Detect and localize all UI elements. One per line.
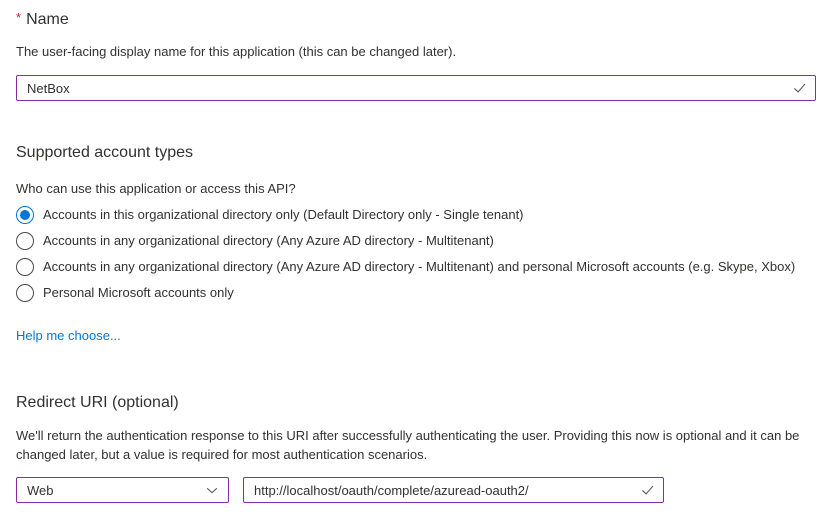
redirect-uri-input[interactable] bbox=[243, 477, 664, 503]
account-type-radio-group bbox=[16, 202, 816, 306]
name-input-wrap bbox=[16, 75, 816, 101]
radio-option-label: Accounts in any organizational directory (Any Azure AD directory - Multitenant) bbox=[43, 233, 494, 248]
chevron-down-icon bbox=[204, 483, 219, 498]
redirect-uri-description: We'll return the authentication response to this URI after successfully authenticating the user. Providing this now is optional and it can be changed later, but a value is required for most authentication scenarios. bbox=[16, 428, 800, 462]
required-asterisk: * bbox=[16, 10, 22, 25]
help-me-choose-link[interactable]: Help me choose... bbox=[16, 328, 121, 343]
platform-select-value: Web bbox=[27, 482, 54, 498]
radio-option-2[interactable] bbox=[16, 254, 816, 280]
radio-button-icon[interactable] bbox=[16, 284, 34, 302]
platform-select[interactable] bbox=[16, 477, 229, 503]
redirect-uri-row bbox=[16, 477, 816, 503]
redirect-uri-title: Redirect URI (optional) bbox=[16, 394, 179, 411]
name-title-text: Name bbox=[26, 11, 69, 28]
radio-button-icon[interactable] bbox=[16, 258, 34, 276]
redirect-uri-input-wrap bbox=[243, 477, 664, 503]
radio-option-label: Accounts in this organizational directory only (Default Directory only - Single tenant) bbox=[43, 207, 524, 222]
account-types-title: Supported account types bbox=[16, 144, 194, 161]
radio-option-3[interactable] bbox=[16, 280, 816, 306]
radio-option-0[interactable] bbox=[16, 202, 816, 228]
name-description: The user-facing display name for this application (this can be changed later). bbox=[16, 44, 457, 59]
radio-button-icon[interactable] bbox=[16, 232, 34, 250]
radio-option-label: Personal Microsoft accounts only bbox=[43, 285, 234, 300]
name-input[interactable] bbox=[16, 75, 816, 101]
radio-button-icon[interactable] bbox=[16, 206, 34, 224]
name-section-title bbox=[16, 0, 816, 30]
radio-option-label: Accounts in any organizational directory (Any Azure AD directory - Multitenant) and personal Microsoft accounts (e.g. Skype, Xbox) bbox=[43, 259, 796, 274]
radio-option-1[interactable] bbox=[16, 228, 816, 254]
account-types-question: Who can use this application or access this API? bbox=[16, 181, 296, 196]
